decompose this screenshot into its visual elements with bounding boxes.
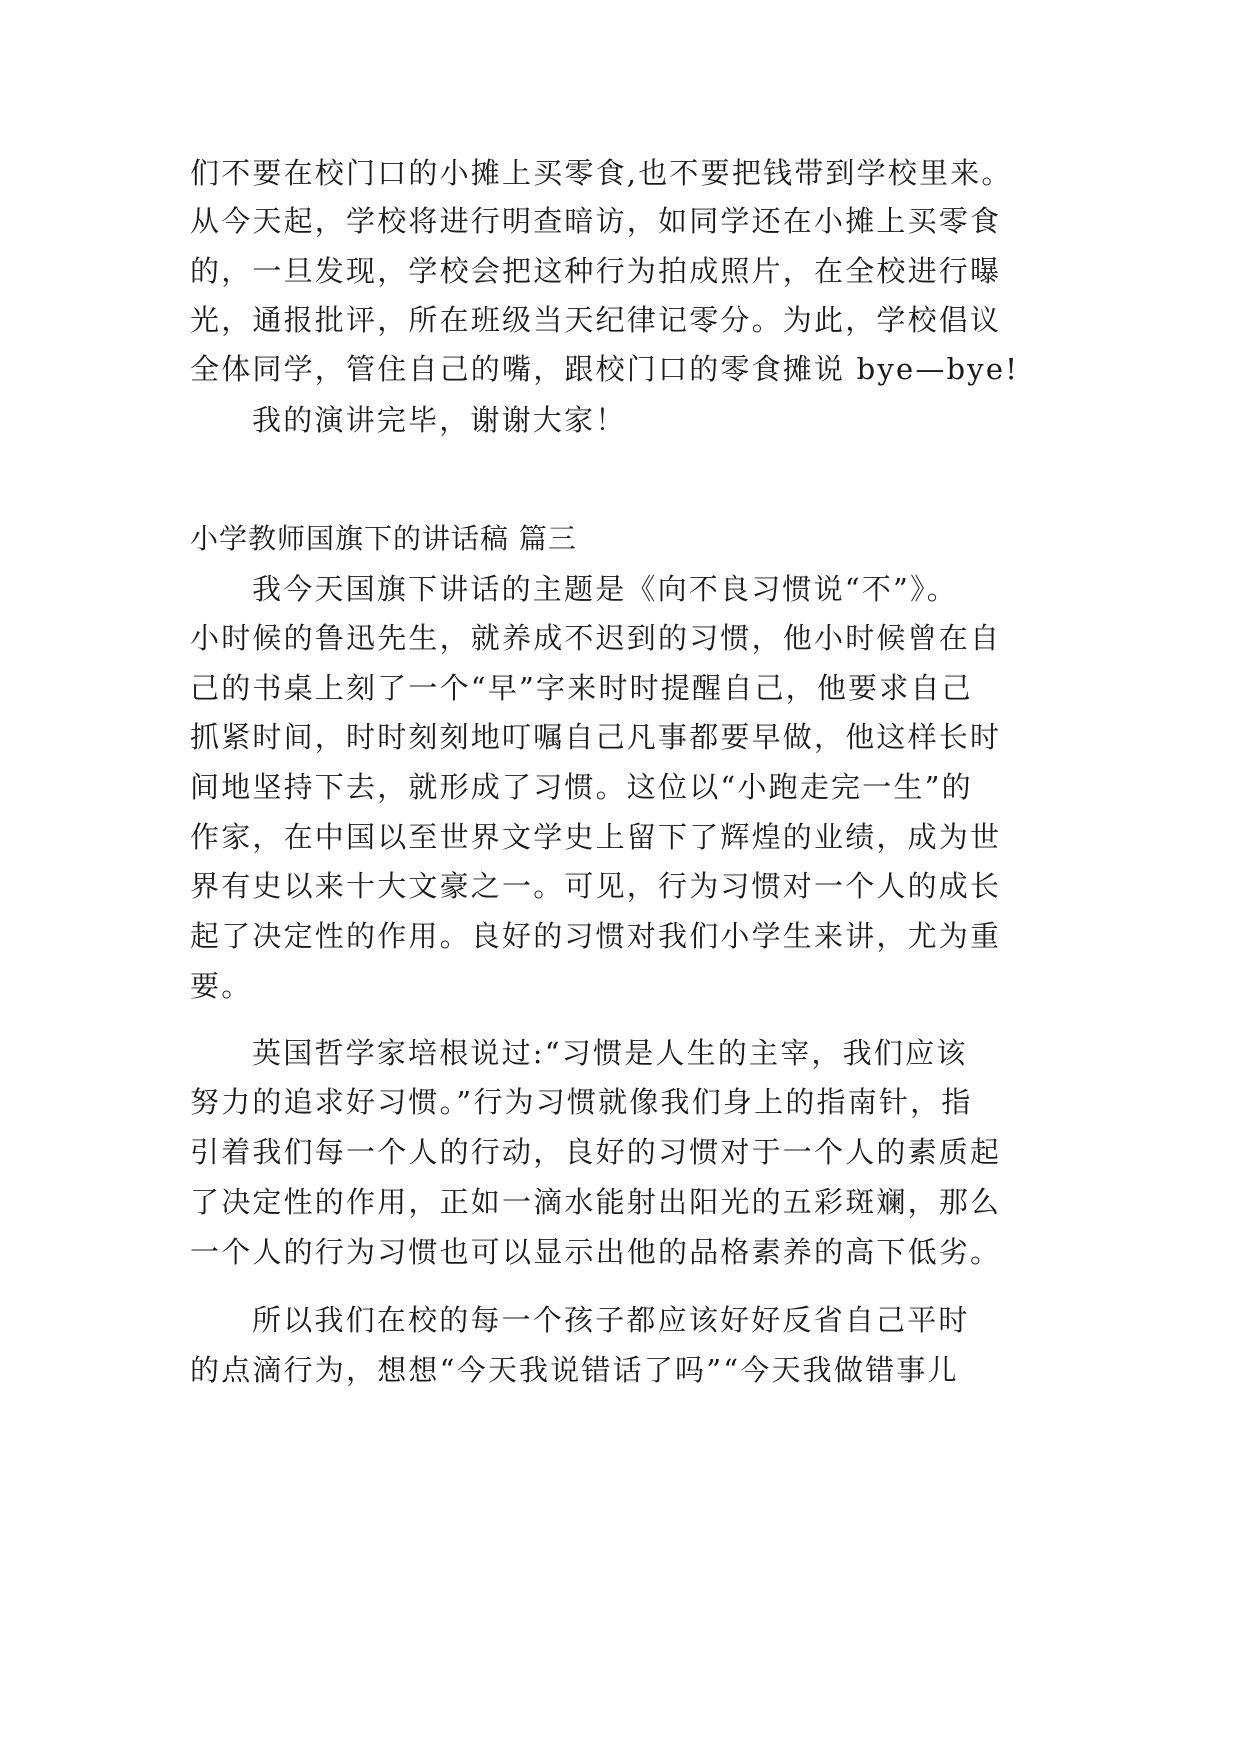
paragraph-line: 全体同学，管住自己的嘴，跟校门口的零食摊说 bye—bye! bbox=[190, 352, 1020, 386]
paragraph-line: 起了决定性的作用。良好的习惯对我们小学生来讲，尤为重 bbox=[190, 919, 1002, 953]
paragraph-line: 小时候的鲁迅先生，就养成不迟到的习惯，他小时候曾在自 bbox=[190, 621, 1002, 655]
paragraph-line: 所以我们在校的每一个孩子都应该好好反省自己平时 bbox=[252, 1303, 970, 1337]
paragraph-line: 努力的追求好习惯。”行为习惯就像我们身上的指南针，指 bbox=[190, 1085, 973, 1119]
paragraph-line: 的，一旦发现，学校会把这种行为拍成照片，在全校进行曝 bbox=[190, 254, 1002, 288]
paragraph-line: 的点滴行为，想想“今天我说错话了吗”“今天我做错事儿 bbox=[190, 1353, 959, 1387]
paragraph-line: 我的演讲完毕，谢谢大家！ bbox=[252, 403, 627, 437]
paragraph-line: 界有史以来十大文豪之一。可见，行为习惯对一个人的成长 bbox=[190, 869, 1002, 903]
paragraph-line: 了决定性的作用，正如一滴水能射出阳光的五彩斑斓，那么 bbox=[190, 1185, 1002, 1219]
paragraph-line: 光，通报批评，所在班级当天纪律记零分。为此，学校倡议 bbox=[190, 303, 1002, 337]
paragraph-line: 抓紧时间，时时刻刻地叮嘱自己凡事都要早做，他这样长时 bbox=[190, 720, 1002, 754]
paragraph-line: 我今天国旗下讲话的主题是《向不良习惯说“不”》。 bbox=[252, 572, 958, 606]
paragraph-line: 一个人的行为习惯也可以显示出他的品格素养的高下低劣。 bbox=[190, 1235, 1002, 1269]
paragraph-line: 间地坚持下去，就形成了习惯。这位以“小跑走完一生”的 bbox=[190, 770, 973, 804]
paragraph-line: 作家，在中国以至世界文学史上留下了辉煌的业绩，成为世 bbox=[190, 820, 1002, 854]
paragraph-line: 引着我们每一个人的行动，良好的习惯对于一个人的素质起 bbox=[190, 1135, 1002, 1169]
section-heading: 小学教师国旗下的讲话稿 篇三 bbox=[190, 522, 577, 555]
paragraph-line: 从今天起，学校将进行明查暗访，如同学还在小摊上买零食 bbox=[190, 204, 1002, 238]
paragraph-line: 们不要在校门口的小摊上买零食,也不要把钱带到学校里来。 bbox=[190, 156, 1013, 190]
paragraph-line: 英国哲学家培根说过:“习惯是人生的主宰，我们应该 bbox=[252, 1036, 968, 1070]
paragraph-line: 己的书桌上刻了一个“早”字来时时提醒自己，他要求自己 bbox=[190, 671, 973, 705]
paragraph-line: 要。 bbox=[190, 969, 253, 1003]
